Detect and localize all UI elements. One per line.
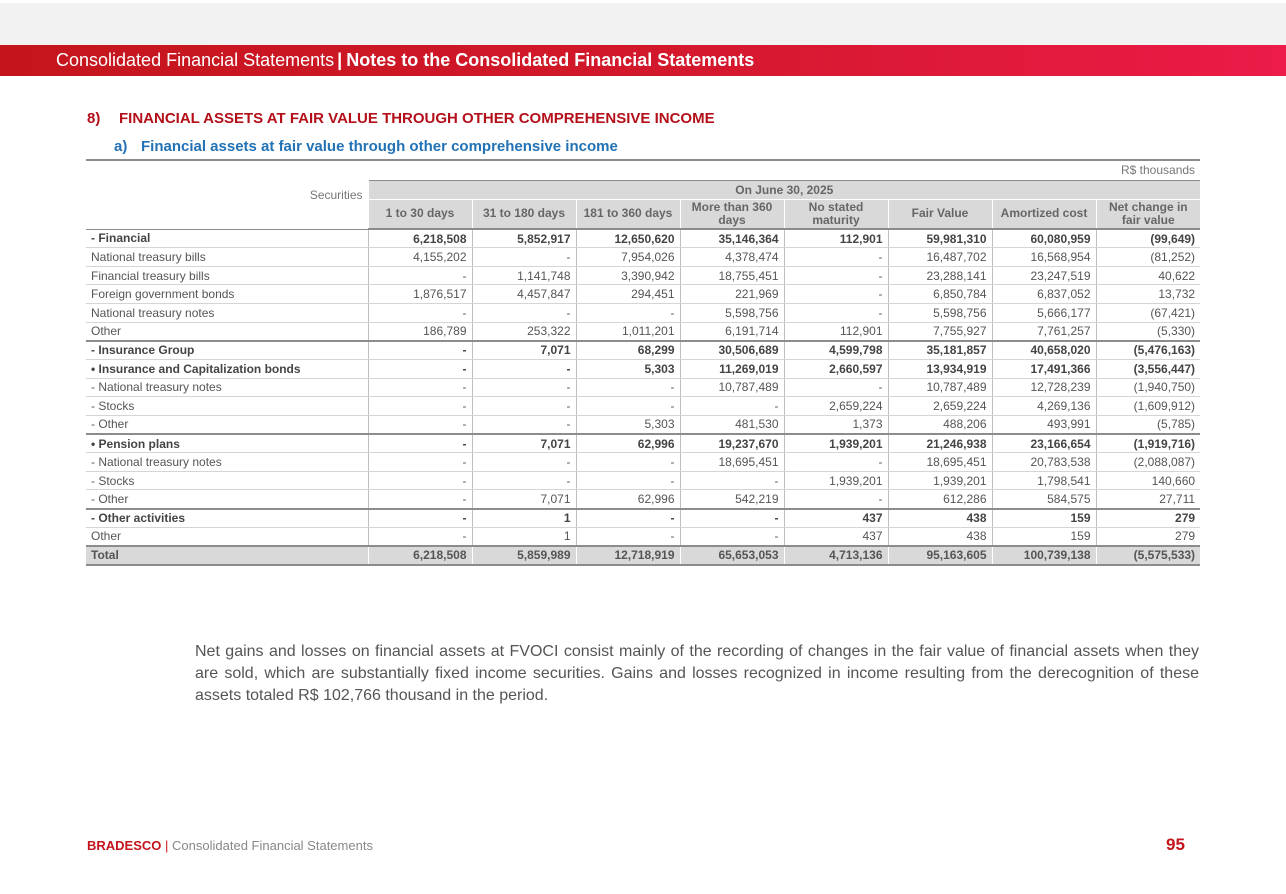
column-header: More than 360 days (680, 199, 784, 229)
row-value: 1,798,541 (992, 471, 1096, 490)
row-value: 612,286 (888, 490, 992, 509)
row-value: 112,901 (784, 322, 888, 341)
row-value: 35,146,364 (680, 229, 784, 248)
row-value: - (784, 378, 888, 397)
row-value: - (472, 304, 576, 323)
row-value: 5,303 (576, 415, 680, 434)
row-value: 2,659,224 (784, 397, 888, 416)
row-value: - (784, 490, 888, 509)
row-label: - Stocks (86, 471, 368, 490)
row-value: - (472, 359, 576, 378)
row-value: 438 (888, 509, 992, 528)
row-value: 12,650,620 (576, 229, 680, 248)
section-banner (0, 45, 1286, 76)
row-value: - (576, 397, 680, 416)
row-value: (5,330) (1096, 322, 1200, 341)
row-value: - (784, 266, 888, 285)
row-label: Other (86, 322, 368, 341)
column-header: 181 to 360 days (576, 199, 680, 229)
row-value: - (784, 304, 888, 323)
row-value: 40,622 (1096, 266, 1200, 285)
row-value: 68,299 (576, 341, 680, 360)
row-value: 30,506,689 (680, 341, 784, 360)
row-value: - (576, 527, 680, 546)
row-value: 59,981,310 (888, 229, 992, 248)
table-row (86, 229, 1200, 248)
table-row (86, 453, 1200, 472)
column-header: 31 to 180 days (472, 199, 576, 229)
row-value: 7,761,257 (992, 322, 1096, 341)
footer-separator: | (165, 838, 169, 853)
row-value: 4,599,798 (784, 341, 888, 360)
row-label: - National treasury notes (86, 378, 368, 397)
row-value: - (784, 248, 888, 267)
row-value: 159 (992, 527, 1096, 546)
row-value: 6,850,784 (888, 285, 992, 304)
column-header: Amortized cost (992, 199, 1096, 229)
row-value: 140,660 (1096, 471, 1200, 490)
row-value: 6,837,052 (992, 285, 1096, 304)
footer-text: Consolidated Financial Statements (172, 838, 373, 853)
row-value: 2,660,597 (784, 359, 888, 378)
row-value: - (368, 359, 472, 378)
row-value: 4,269,136 (992, 397, 1096, 416)
row-value: - (576, 453, 680, 472)
column-header: 1 to 30 days (368, 199, 472, 229)
row-value: 18,695,451 (888, 453, 992, 472)
row-value: 23,288,141 (888, 266, 992, 285)
row-value: (1,609,912) (1096, 397, 1200, 416)
row-value: 1,939,201 (888, 471, 992, 490)
table-row (86, 266, 1200, 285)
row-value: 23,166,654 (992, 434, 1096, 453)
row-value: - (680, 471, 784, 490)
row-value: 6,218,508 (368, 546, 472, 565)
row-value: 13,732 (1096, 285, 1200, 304)
row-label: Other (86, 527, 368, 546)
footer (87, 838, 373, 853)
banner-separator: | (337, 50, 343, 70)
row-label: - National treasury notes (86, 453, 368, 472)
row-value: 20,783,538 (992, 453, 1096, 472)
row-value: 7,071 (472, 434, 576, 453)
row-value: 1,939,201 (784, 434, 888, 453)
subsection-heading-title: Financial assets at fair value through other comprehensive income (141, 138, 618, 155)
row-value: 19,237,670 (680, 434, 784, 453)
row-value: 1,011,201 (576, 322, 680, 341)
row-value: - (368, 415, 472, 434)
row-value: 21,246,938 (888, 434, 992, 453)
total-row (86, 546, 1200, 565)
row-value: 100,739,138 (992, 546, 1096, 565)
row-value: - (368, 509, 472, 528)
top-strip (0, 3, 1286, 45)
row-value: 279 (1096, 509, 1200, 528)
row-label: - Other activities (86, 509, 368, 528)
row-value: 159 (992, 509, 1096, 528)
row-label: - Financial (86, 229, 368, 248)
row-value: 542,219 (680, 490, 784, 509)
row-value: - (680, 527, 784, 546)
row-label: Total (86, 546, 368, 565)
row-value: - (576, 304, 680, 323)
securities-header: Securities (86, 160, 368, 229)
financial-assets-table (86, 159, 1200, 566)
column-header: Net change in fair value (1096, 199, 1200, 229)
row-value: 16,568,954 (992, 248, 1096, 267)
row-value: 584,575 (992, 490, 1096, 509)
row-value: (67,421) (1096, 304, 1200, 323)
row-value: 18,695,451 (680, 453, 784, 472)
row-value: 1,939,201 (784, 471, 888, 490)
row-value: - (368, 434, 472, 453)
table-row (86, 509, 1200, 528)
row-label: - Insurance Group (86, 341, 368, 360)
row-value: 4,378,474 (680, 248, 784, 267)
row-value: - (368, 266, 472, 285)
table-row (86, 359, 1200, 378)
row-value: 62,996 (576, 434, 680, 453)
row-value: 1,141,748 (472, 266, 576, 285)
footer-brand: BRADESCO (87, 838, 162, 853)
row-value: 279 (1096, 527, 1200, 546)
row-value: 5,852,917 (472, 229, 576, 248)
row-value: - (472, 397, 576, 416)
row-value: 437 (784, 509, 888, 528)
row-value: - (368, 471, 472, 490)
period-header: On June 30, 2025 (368, 180, 1200, 199)
row-value: 7,755,927 (888, 322, 992, 341)
row-value: 17,491,366 (992, 359, 1096, 378)
row-value: 3,390,942 (576, 266, 680, 285)
row-label: Financial treasury bills (86, 266, 368, 285)
table-row (86, 341, 1200, 360)
row-value: 186,789 (368, 322, 472, 341)
column-header: No stated maturity (784, 199, 888, 229)
row-value: 10,787,489 (888, 378, 992, 397)
row-value: 221,969 (680, 285, 784, 304)
banner-subsection: Notes to the Consolidated Financial Statements (346, 50, 755, 70)
row-value: 6,191,714 (680, 322, 784, 341)
table-row (86, 397, 1200, 416)
row-label: • Insurance and Capitalization bonds (86, 359, 368, 378)
row-value: (81,252) (1096, 248, 1200, 267)
row-value: - (680, 509, 784, 528)
row-value: 4,713,136 (784, 546, 888, 565)
row-value: 493,991 (992, 415, 1096, 434)
subsection-heading-number: a) (114, 138, 128, 155)
page-number: 95 (1166, 835, 1185, 854)
row-value: 4,457,847 (472, 285, 576, 304)
row-value: 65,653,053 (680, 546, 784, 565)
row-value: 253,322 (472, 322, 576, 341)
row-value: 1 (472, 527, 576, 546)
explanatory-note: Net gains and losses on financial assets at FVOCI consist mainly of the recording of changes in the fair value of financial assets when they are sold, which are substantially fixed income securities. Gains and losses recognized in income resulting from the derecognition of these assets totaled R$ 102,766 thousand in the period. (195, 643, 1199, 704)
row-value: - (472, 378, 576, 397)
row-value: 12,728,239 (992, 378, 1096, 397)
unit-label: R$ thousands (368, 160, 1200, 180)
table-row (86, 527, 1200, 546)
banner-section: Consolidated Financial Statements (56, 50, 335, 70)
row-value: - (576, 509, 680, 528)
row-value: (5,476,163) (1096, 341, 1200, 360)
row-value: 60,080,959 (992, 229, 1096, 248)
row-value: - (576, 471, 680, 490)
row-value: - (368, 527, 472, 546)
row-value: - (472, 471, 576, 490)
row-value: 62,996 (576, 490, 680, 509)
row-value: 438 (888, 527, 992, 546)
row-value: - (368, 397, 472, 416)
row-value: 95,163,605 (888, 546, 992, 565)
row-value: - (472, 248, 576, 267)
row-value: 10,787,489 (680, 378, 784, 397)
table-row (86, 490, 1200, 509)
row-value: 1,876,517 (368, 285, 472, 304)
table-row (86, 304, 1200, 323)
table-row (86, 471, 1200, 490)
row-value: - (368, 341, 472, 360)
section-heading-number: 8) (87, 110, 101, 127)
row-value: 7,954,026 (576, 248, 680, 267)
row-value: 294,451 (576, 285, 680, 304)
row-value: 18,755,451 (680, 266, 784, 285)
row-value: 13,934,919 (888, 359, 992, 378)
table-row (86, 434, 1200, 453)
column-header: Fair Value (888, 199, 992, 229)
row-value: 7,071 (472, 490, 576, 509)
row-value: 5,303 (576, 359, 680, 378)
table-row (86, 322, 1200, 341)
row-label: • Pension plans (86, 434, 368, 453)
financial-assets-table-container (86, 159, 1200, 566)
row-value: 1 (472, 509, 576, 528)
row-value: 12,718,919 (576, 546, 680, 565)
row-value: - (368, 304, 472, 323)
table-body (86, 229, 1200, 565)
row-value: 481,530 (680, 415, 784, 434)
row-label: - Other (86, 415, 368, 434)
row-value: 5,859,989 (472, 546, 576, 565)
table-row (86, 248, 1200, 267)
row-value: (1,940,750) (1096, 378, 1200, 397)
row-value: - (472, 415, 576, 434)
row-value: - (784, 285, 888, 304)
section-heading (87, 110, 715, 127)
row-value: (2,088,087) (1096, 453, 1200, 472)
row-label: National treasury notes (86, 304, 368, 323)
row-label: National treasury bills (86, 248, 368, 267)
row-value: 112,901 (784, 229, 888, 248)
row-value: 2,659,224 (888, 397, 992, 416)
row-value: 23,247,519 (992, 266, 1096, 285)
row-label: - Stocks (86, 397, 368, 416)
row-value: (99,649) (1096, 229, 1200, 248)
row-value: (5,785) (1096, 415, 1200, 434)
row-value: - (368, 378, 472, 397)
row-value: 4,155,202 (368, 248, 472, 267)
row-value: 5,598,756 (680, 304, 784, 323)
row-value: 488,206 (888, 415, 992, 434)
table-row (86, 285, 1200, 304)
row-value: 16,487,702 (888, 248, 992, 267)
row-label: - Other (86, 490, 368, 509)
row-value: 5,666,177 (992, 304, 1096, 323)
row-value: 35,181,857 (888, 341, 992, 360)
row-label: Foreign government bonds (86, 285, 368, 304)
row-value: - (472, 453, 576, 472)
row-value: (5,575,533) (1096, 546, 1200, 565)
section-heading-title: FINANCIAL ASSETS AT FAIR VALUE THROUGH OTHER COMPREHENSIVE INCOME (119, 110, 715, 127)
row-value: - (368, 453, 472, 472)
row-value: 5,598,756 (888, 304, 992, 323)
row-value: 11,269,019 (680, 359, 784, 378)
table-row (86, 378, 1200, 397)
row-value: - (784, 453, 888, 472)
row-value: - (368, 490, 472, 509)
subsection-heading (114, 138, 618, 155)
row-value: - (680, 397, 784, 416)
table-row (86, 415, 1200, 434)
row-value: 40,658,020 (992, 341, 1096, 360)
row-value: 7,071 (472, 341, 576, 360)
row-value: (3,556,447) (1096, 359, 1200, 378)
row-value: (1,919,716) (1096, 434, 1200, 453)
row-value: - (576, 378, 680, 397)
row-value: 27,711 (1096, 490, 1200, 509)
row-value: 437 (784, 527, 888, 546)
row-value: 6,218,508 (368, 229, 472, 248)
row-value: 1,373 (784, 415, 888, 434)
